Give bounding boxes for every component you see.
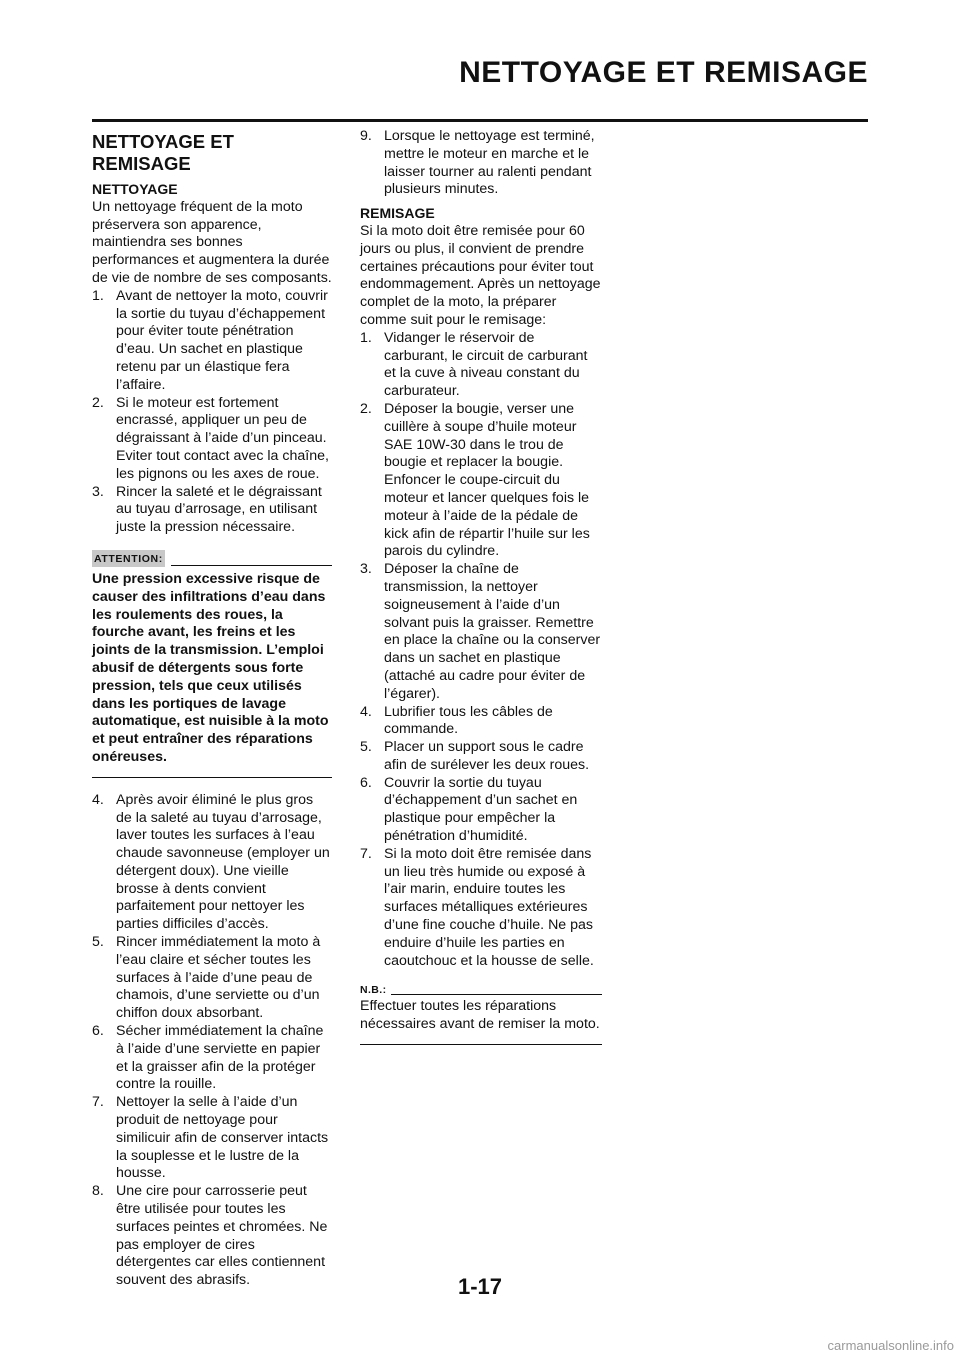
list-item-number: 5. — [92, 934, 104, 951]
page-number: 1-17 — [457, 1274, 503, 1299]
nb-label: N.B.: — [360, 984, 387, 997]
list-item-text: Couvrir la sortie du tuyau d’échappement d’un sachet en plastique pour empêcher la pénétration d’humidité. — [384, 774, 578, 845]
attention-box — [92, 547, 332, 778]
list-item-text: Nettoyer la selle à l’aide d’un produit de nettoyage pour similicuir afin de conserver intacts la souplesse et le lustre de la housse. — [116, 1094, 329, 1182]
nb-box — [360, 982, 602, 1045]
left-column — [92, 128, 332, 1290]
cleaning-steps-4-8 — [92, 792, 332, 1290]
list-item-text: Déposer la chaîne de transmission, la nettoyer soigneusement à l’aide d’un solvant puis la graisser. Remettre en place la chaîne ou la conserver dans un sachet en plastique (attaché au cadre pour éviter de l’égarer). — [384, 561, 601, 702]
list-item — [360, 330, 602, 401]
list-item-number: 6. — [360, 774, 372, 791]
list-item-number: 2. — [360, 400, 372, 417]
list-item-number: 6. — [92, 1023, 104, 1040]
nb-end-rule — [360, 1044, 602, 1045]
list-item-number: 1. — [360, 329, 372, 346]
header-rule — [92, 119, 868, 122]
list-item-text: Déposer la bougie, verser une cuillère à soupe d’huile moteur SAE 10W-30 dans le trou de bougie et replacer la bougie. Enfoncer le coupe-circuit du moteur et lancer quelques fois le moteur à l’aide de la pédale de kick afin de répartir l’huile sur les parois du cylindre. — [384, 400, 590, 560]
list-item — [92, 1023, 332, 1094]
list-item-text: Si le moteur est fortement encrassé, appliquer un peu de dégraissant à l’aide d’un pinceau. Eviter tout contact avec la chaîne, les pignons ou les axes de roue. — [116, 394, 329, 482]
list-item-text: Si la moto doit être remisée dans un lieu très humide ou exposé à l’air marin, enduire toutes les surfaces métalliques extérieures d’une fine couche d’huile. Ne pas enduire d’huile les parties en caoutchouc et la housse de selle. — [384, 845, 594, 969]
list-item-number: 8. — [92, 1183, 104, 1200]
list-item-text: Une cire pour carrosserie peut être utilisée pour toutes les surfaces peintes et chromées. Ne pas employer de cires détergentes car elles contiennent souvent des abrasifs. — [116, 1183, 328, 1289]
subhead-storage: REMISAGE — [360, 205, 435, 222]
list-item-number: 7. — [360, 845, 372, 862]
list-item — [360, 128, 602, 199]
list-item-number: 5. — [360, 739, 372, 756]
list-item-text: Lubrifier tous les câbles de commande. — [384, 703, 553, 738]
list-item — [92, 484, 332, 537]
list-item — [92, 1094, 332, 1183]
cleaning-step-9 — [360, 128, 602, 199]
storage-intro: Si la moto doit être remisée pour 60 jours ou plus, il convient de prendre certaines précautions pour éviter tout endommagement. Après un nettoyage complet de la moto, la préparer comme suit pour le remisage: — [360, 222, 601, 328]
list-item-text: Sécher immédiatement la chaîne à l’aide d’une serviette en papier et la graisser afin de la protéger contre la rouille. — [116, 1023, 324, 1093]
list-item-text: Lorsque le nettoyage est terminé, mettre le moteur en marche et le laisser tourner au ralenti pendant plusieurs minutes. — [384, 128, 595, 198]
section-title: NETTOYAGE ET REMISAGE — [92, 131, 234, 174]
list-item-number: 4. — [92, 791, 104, 808]
list-item — [92, 934, 332, 1023]
list-item-number: 4. — [360, 703, 372, 720]
attention-rule — [171, 565, 332, 566]
subhead-cleaning: NETTOYAGE — [92, 181, 178, 197]
list-item — [360, 561, 602, 703]
cleaning-steps-1-3 — [92, 288, 332, 537]
page-header-title: NETTOYAGE ET REMISAGE — [459, 56, 868, 89]
list-item — [360, 846, 602, 971]
attention-end-rule — [92, 777, 332, 778]
list-item-text: Rincer la saleté et le dégraissant au tuyau d’arrosage, en utilisant juste la pression nécessaire. — [116, 483, 322, 536]
list-item-number: 9. — [360, 128, 372, 144]
list-item-text: Placer un support sous le cadre afin de surélever les deux roues. — [384, 739, 590, 773]
right-column — [360, 128, 602, 1045]
list-item-text: Avant de nettoyer la moto, couvrir la sortie du tuyau d’échappement pour éviter toute pénétration d’eau. Un sachet en plastique retenu par un élastique fera l’affaire. — [116, 287, 328, 393]
list-item-text: Rincer immédiatement la moto à l’eau claire et sécher toutes les surfaces à l’aide d’une peau de chamois, d’une serviette ou d’un chiffon doux absorbant. — [116, 934, 321, 1022]
list-item-text: Vidanger le réservoir de carburant, le circuit de carburant et la cuve à niveau constant du carburateur. — [384, 329, 588, 400]
watermark: carmanualsonline.info — [827, 1338, 954, 1353]
list-item — [92, 792, 332, 934]
list-item-text: Après avoir éliminé le plus gros de la saleté au tuyau d’arrosage, laver toutes les surfaces à l’eau chaude savonneuse (employer un détergent doux). Une vieille brosse à dents convient parfaitement pour nettoyer les parties difficiles d’accès. — [116, 791, 330, 933]
list-item-number: 2. — [92, 394, 104, 411]
storage-steps — [360, 330, 602, 971]
list-item — [360, 401, 602, 561]
attention-text: Une pression excessive risque de causer des infiltrations d’eau dans les roulements des roues, la fourche avant, les freins et les joints de la transmission. L’emploi abusif de détergents sous forte pression, tels que ceux utilisés dans les portiques de lavage automatique, est nuisible à la moto et peut entraîner des réparations onéreuses. — [92, 570, 329, 765]
list-item-number: 3. — [360, 561, 372, 578]
nb-text: Effectuer toutes les réparations nécessaires avant de remiser la moto. — [360, 998, 600, 1033]
list-item — [360, 739, 602, 775]
attention-label: ATTENTION: — [92, 550, 165, 567]
list-item — [92, 288, 332, 395]
cleaning-intro: Un nettoyage fréquent de la moto préservera son apparence, maintiendra ses bonnes performances et augmentera la durée de vie de nombre de ses composants. — [92, 198, 332, 286]
list-item-number: 3. — [92, 483, 104, 500]
list-item — [360, 775, 602, 846]
list-item-number: 7. — [92, 1094, 104, 1111]
list-item — [360, 704, 602, 740]
nb-rule — [391, 994, 603, 995]
list-item-number: 1. — [92, 287, 104, 304]
list-item — [92, 395, 332, 484]
